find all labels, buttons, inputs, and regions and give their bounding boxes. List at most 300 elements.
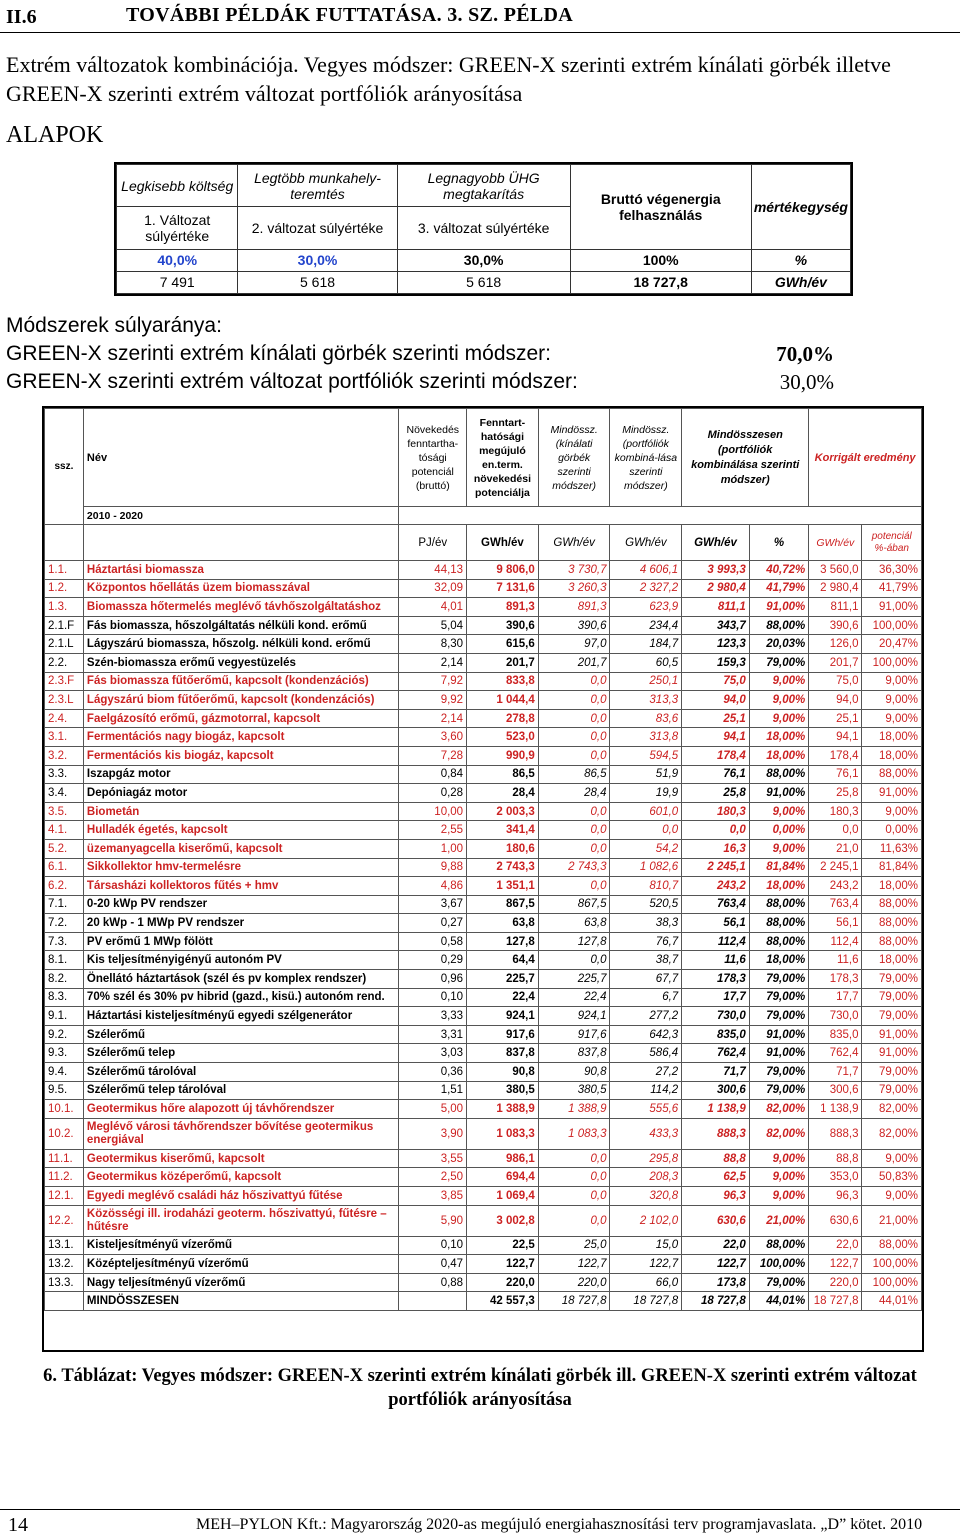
row-korr-pct: 79,00% (862, 970, 922, 989)
row-pct: 79,00% (749, 653, 808, 672)
row-korr-gwh: 300,6 (809, 1081, 862, 1100)
row-name: Közösségi ill. irodaházi geoterm. hőszivattyú, fűtésre – hűtésre (83, 1205, 399, 1236)
base-val-1: 7 491 (117, 271, 238, 293)
row-name: Fermentációs nagy biogáz, kapcsolt (83, 728, 399, 747)
row-korr-pct: 88,00% (862, 1236, 922, 1255)
row-name: Biomassza hőtermelés meglévő távhőszolgáltatáshoz (83, 598, 399, 617)
row-korr-gwh: 178,4 (809, 746, 862, 765)
table-row (45, 858, 922, 877)
row-korr-pct: 79,00% (862, 1063, 922, 1082)
row-kinalati: 0,0 (538, 1187, 610, 1206)
row-gwh: 986,1 (467, 1149, 539, 1168)
row-pct: 91,00% (749, 1025, 808, 1044)
row-name: Középteljesítményű vízerőmű (83, 1255, 399, 1274)
row-pct: 79,00% (749, 988, 808, 1007)
row-pct: 82,00% (749, 1100, 808, 1119)
row-name: Fás biomassza, hőszolgáltatás nélküli kond. erőmű (83, 616, 399, 635)
row-portfolio: 38,7 (610, 951, 682, 970)
col-portfolio: Mindössz. (portfóliók kombiná-lása szerinti módszer) (610, 409, 682, 507)
row-pj: 2,55 (399, 821, 467, 840)
row-korr-pct: 41,79% (862, 579, 922, 598)
row-ssz: 4.1. (45, 821, 84, 840)
row-korr-pct: 9,00% (862, 802, 922, 821)
col-korrigalt: Korrigált eredmény (809, 409, 922, 507)
row-name: Geotermikus középerőmű, kapcsolt (83, 1168, 399, 1187)
row-name: Fermentációs kis biogáz, kapcsolt (83, 746, 399, 765)
row-korr-gwh: 630,6 (809, 1205, 862, 1236)
row-mindossz: 76,1 (682, 765, 750, 784)
weights-title: Módszerek súlyaránya: (6, 314, 222, 337)
row-pct: 9,00% (749, 802, 808, 821)
period-label: 2010 - 2020 (83, 507, 399, 525)
row-korr-gwh: 180,3 (809, 802, 862, 821)
row-pct: 79,00% (749, 970, 808, 989)
table-row (45, 1007, 922, 1026)
row-pj: 3,67 (399, 895, 467, 914)
row-pct: 9,00% (749, 1149, 808, 1168)
total-name: MINDÖSSZESEN (83, 1292, 399, 1311)
row-pj: 1,51 (399, 1081, 467, 1100)
row-pct: 9,00% (749, 839, 808, 858)
base-pct-2: 30,0% (238, 249, 397, 271)
unit-name (83, 525, 399, 561)
row-name: Iszapgáz motor (83, 765, 399, 784)
row-name: üzemanyagcella kiserőmű, kapcsolt (83, 839, 399, 858)
row-name: Kis teljesítményigényű autonóm PV (83, 951, 399, 970)
row-portfolio: 313,3 (610, 691, 682, 710)
col-kinalati: Mindössz. (kínálati görbék szerinti módszer) (538, 409, 610, 507)
row-gwh: 380,5 (467, 1081, 539, 1100)
table-row (45, 802, 922, 821)
table-row (45, 932, 922, 951)
row-pj: 0,96 (399, 970, 467, 989)
row-korr-pct: 9,00% (862, 1149, 922, 1168)
row-name: Szélerőmű tárolóval (83, 1063, 399, 1082)
weights-line1-label: GREEN-X szerinti extrém kínálati görbék szerinti módszer: (6, 342, 552, 365)
row-gwh: 390,6 (467, 616, 539, 635)
table-row (45, 1205, 922, 1236)
table-row (45, 1044, 922, 1063)
footer-rule (0, 1509, 960, 1510)
base-pct-3: 30,0% (397, 249, 570, 271)
weights-title-line (6, 312, 834, 340)
row-mindossz: 835,0 (682, 1025, 750, 1044)
row-ssz: 9.1. (45, 1007, 84, 1026)
row-korr-pct: 100,00% (862, 1255, 922, 1274)
row-pct: 88,00% (749, 895, 808, 914)
row-ssz: 2.2. (45, 653, 84, 672)
row-kinalati: 3 730,7 (538, 561, 610, 580)
row-korr-gwh: 126,0 (809, 635, 862, 654)
row-pj: 3,33 (399, 1007, 467, 1026)
row-mindossz: 112,4 (682, 932, 750, 951)
row-korr-pct: 79,00% (862, 1081, 922, 1100)
row-ssz: 13.1. (45, 1236, 84, 1255)
row-kinalati: 63,8 (538, 914, 610, 933)
row-pct: 88,00% (749, 914, 808, 933)
row-pct: 88,00% (749, 765, 808, 784)
row-name: Sikkollektor hmv-termelésre (83, 858, 399, 877)
row-korr-pct: 0,00% (862, 821, 922, 840)
row-name: Egyedi meglévő családi ház hőszivattyú fűtése (83, 1187, 399, 1206)
row-korr-pct: 11,63% (862, 839, 922, 858)
row-pct: 79,00% (749, 1273, 808, 1292)
total-row (45, 1292, 922, 1311)
row-mindossz: 762,4 (682, 1044, 750, 1063)
row-mindossz: 178,3 (682, 970, 750, 989)
row-korr-gwh: 178,3 (809, 970, 862, 989)
total-mindossz: 18 727,8 (682, 1292, 750, 1311)
row-name: Lágyszárú biom fűtőerőmű, kapcsolt (kondenzációs) (83, 691, 399, 710)
row-pj: 0,84 (399, 765, 467, 784)
row-pct: 82,00% (749, 1118, 808, 1149)
row-gwh: 1 351,1 (467, 877, 539, 896)
row-portfolio: 19,9 (610, 784, 682, 803)
table-row (45, 1255, 922, 1274)
row-mindossz: 25,1 (682, 709, 750, 728)
row-korr-gwh: 75,0 (809, 672, 862, 691)
row-korr-pct: 18,00% (862, 728, 922, 747)
row-ssz: 10.2. (45, 1118, 84, 1149)
row-pj: 3,60 (399, 728, 467, 747)
row-gwh: 1 044,4 (467, 691, 539, 710)
row-korr-gwh: 11,6 (809, 951, 862, 970)
row-pj: 5,04 (399, 616, 467, 635)
row-pj: 2,14 (399, 653, 467, 672)
row-kinalati: 0,0 (538, 691, 610, 710)
row-kinalati: 28,4 (538, 784, 610, 803)
row-ssz: 2.1.F (45, 616, 84, 635)
row-korr-gwh: 76,1 (809, 765, 862, 784)
row-ssz: 11.1. (45, 1149, 84, 1168)
row-ssz: 12.2. (45, 1205, 84, 1236)
row-korr-gwh: 71,7 (809, 1063, 862, 1082)
row-gwh: 122,7 (467, 1255, 539, 1274)
row-pct: 9,00% (749, 691, 808, 710)
row-kinalati: 0,0 (538, 821, 610, 840)
total-kinalati: 18 727,8 (538, 1292, 610, 1311)
row-pct: 91,00% (749, 784, 808, 803)
row-kinalati: 0,0 (538, 1205, 610, 1236)
row-gwh: 1 069,4 (467, 1187, 539, 1206)
row-mindossz: 159,3 (682, 653, 750, 672)
row-ssz: 7.3. (45, 932, 84, 951)
row-pct: 91,00% (749, 598, 808, 617)
row-korr-pct: 9,00% (862, 691, 922, 710)
row-gwh: 615,6 (467, 635, 539, 654)
table-row (45, 1063, 922, 1082)
row-name: Geotermikus kiserőmű, kapcsolt (83, 1149, 399, 1168)
row-korr-gwh: 22,0 (809, 1236, 862, 1255)
row-ssz: 1.2. (45, 579, 84, 598)
row-korr-pct: 100,00% (862, 653, 922, 672)
table-body (45, 561, 922, 1292)
row-kinalati: 0,0 (538, 877, 610, 896)
row-kinalati: 97,0 (538, 635, 610, 654)
row-pct: 0,00% (749, 821, 808, 840)
base-head-jobs: Legtöbb munkahely-teremtés (238, 165, 397, 207)
row-name: 20 kWp - 1 MWp PV rendszer (83, 914, 399, 933)
row-pj: 3,90 (399, 1118, 467, 1149)
row-korr-pct: 91,00% (862, 1044, 922, 1063)
row-portfolio: 295,8 (610, 1149, 682, 1168)
row-pct: 100,00% (749, 1255, 808, 1274)
row-kinalati: 0,0 (538, 1168, 610, 1187)
col-mindossz: Mindösszesen (portfóliók kombinálása szerinti módszer) (682, 409, 809, 507)
row-name: Nagy teljesítményű vízerőmű (83, 1273, 399, 1292)
row-kinalati: 3 260,3 (538, 579, 610, 598)
row-pj: 5,00 (399, 1100, 467, 1119)
row-kinalati: 0,0 (538, 839, 610, 858)
row-name: Kisteljesítményű vízerőmű (83, 1236, 399, 1255)
row-pj: 44,13 (399, 561, 467, 580)
row-korr-gwh: 1 138,9 (809, 1100, 862, 1119)
section-title: TOVÁBBI PÉLDÁK FUTTATÁSA. 3. SZ. PÉLDA (126, 4, 574, 26)
row-mindossz: 94,1 (682, 728, 750, 747)
row-korr-gwh: 25,8 (809, 784, 862, 803)
row-name: Szén-biomassza erőmű vegyestüzelés (83, 653, 399, 672)
row-korr-pct: 9,00% (862, 709, 922, 728)
row-korr-pct: 88,00% (862, 932, 922, 951)
table-row (45, 988, 922, 1007)
row-ssz: 7.2. (45, 914, 84, 933)
unit-kinalati: GWh/év (538, 525, 610, 561)
unit-gwh: GWh/év (467, 525, 539, 561)
table-row (45, 765, 922, 784)
row-portfolio: 433,3 (610, 1118, 682, 1149)
row-korr-pct: 79,00% (862, 988, 922, 1007)
unit-korr-pct: potenciál %-ában (862, 525, 922, 561)
col-novekedes: Növekedés fenntartha-tósági potenciál (bruttó) (399, 409, 467, 507)
row-korr-gwh: 888,3 (809, 1118, 862, 1149)
row-portfolio: 27,2 (610, 1063, 682, 1082)
row-portfolio: 520,5 (610, 895, 682, 914)
table-row (45, 672, 922, 691)
row-pj: 0,47 (399, 1255, 467, 1274)
row-gwh: 1 388,9 (467, 1100, 539, 1119)
row-korr-pct: 18,00% (862, 951, 922, 970)
row-gwh: 523,0 (467, 728, 539, 747)
table-row (45, 653, 922, 672)
row-pj: 0,27 (399, 914, 467, 933)
period-filler (399, 507, 922, 525)
intro-paragraph: Extrém változatok kombinációja. Vegyes módszer: GREEN-X szerinti extrém kínálati görbék illetve GREEN-X szerinti extrém változat portfóliók arányosítása (6, 52, 891, 106)
table-row (45, 1025, 922, 1044)
table-row (45, 1118, 922, 1149)
row-name: Depóniagáz motor (83, 784, 399, 803)
row-mindossz: 730,0 (682, 1007, 750, 1026)
row-name: Hulladék égetés, kapcsolt (83, 821, 399, 840)
table-row (45, 635, 922, 654)
row-pct: 9,00% (749, 1187, 808, 1206)
row-name: Fás biomassza fűtőerőmű, kapcsolt (kondenzációs) (83, 672, 399, 691)
row-gwh: 86,5 (467, 765, 539, 784)
row-gwh: 201,7 (467, 653, 539, 672)
row-pct: 79,00% (749, 1081, 808, 1100)
row-mindossz: 763,4 (682, 895, 750, 914)
row-name: Meglévő városi távhőrendszer bővítése geotermikus energiával (83, 1118, 399, 1149)
col-fenntart: Fenntart-hatósági megújuló en.term. növekedési potenciálja (467, 409, 539, 507)
row-gwh: 891,3 (467, 598, 539, 617)
row-name: Önellátó háztartások (szél és pv komplex rendszer) (83, 970, 399, 989)
row-portfolio: 277,2 (610, 1007, 682, 1026)
row-pj: 0,29 (399, 951, 467, 970)
row-korr-gwh: 730,0 (809, 1007, 862, 1026)
row-kinalati: 90,8 (538, 1063, 610, 1082)
row-kinalati: 127,8 (538, 932, 610, 951)
row-mindossz: 16,3 (682, 839, 750, 858)
page-number: 14 (8, 1514, 28, 1536)
row-kinalati: 390,6 (538, 616, 610, 635)
row-korr-gwh: 2 245,1 (809, 858, 862, 877)
row-pj: 3,03 (399, 1044, 467, 1063)
row-gwh: 867,5 (467, 895, 539, 914)
row-mindossz: 88,8 (682, 1149, 750, 1168)
row-kinalati: 0,0 (538, 1149, 610, 1168)
row-portfolio: 60,5 (610, 653, 682, 672)
row-kinalati: 0,0 (538, 802, 610, 821)
row-ssz: 2.3.F (45, 672, 84, 691)
row-pj: 7,28 (399, 746, 467, 765)
total-portfolio: 18 727,8 (610, 1292, 682, 1311)
row-korr-pct: 91,00% (862, 784, 922, 803)
base-head-v3: 3. változat súlyértéke (397, 207, 570, 249)
row-ssz: 3.1. (45, 728, 84, 747)
row-kinalati: 2 743,3 (538, 858, 610, 877)
row-mindossz: 123,3 (682, 635, 750, 654)
row-kinalati: 891,3 (538, 598, 610, 617)
row-korr-pct: 82,00% (862, 1118, 922, 1149)
row-pj: 3,85 (399, 1187, 467, 1206)
table-row (45, 1168, 922, 1187)
row-name: Lágyszárú biomassza, hőszolg. nélküli kond. erőmű (83, 635, 399, 654)
row-portfolio: 313,8 (610, 728, 682, 747)
base-pct-4: 100% (570, 249, 751, 271)
row-name: 0-20 kWp PV rendszer (83, 895, 399, 914)
row-name: Szélerőmű telep (83, 1044, 399, 1063)
row-ssz: 2.4. (45, 709, 84, 728)
col-ssz: ssz. (45, 409, 84, 525)
row-korr-pct: 20,47% (862, 635, 922, 654)
row-pct: 20,03% (749, 635, 808, 654)
row-ssz: 8.2. (45, 970, 84, 989)
row-ssz: 3.3. (45, 765, 84, 784)
base-head-v1: 1. Változat súlyértéke (117, 207, 238, 249)
row-gwh: 90,8 (467, 1063, 539, 1082)
header-rule (0, 32, 960, 33)
row-kinalati: 867,5 (538, 895, 610, 914)
table-row (45, 1081, 922, 1100)
row-ssz: 1.3. (45, 598, 84, 617)
row-kinalati: 86,5 (538, 765, 610, 784)
row-ssz: 9.4. (45, 1063, 84, 1082)
row-kinalati: 917,6 (538, 1025, 610, 1044)
row-portfolio: 122,7 (610, 1255, 682, 1274)
base-val-unit: GWh/év (751, 271, 850, 293)
row-mindossz: 300,6 (682, 1081, 750, 1100)
row-ssz: 11.2. (45, 1168, 84, 1187)
row-portfolio: 76,7 (610, 932, 682, 951)
row-korr-gwh: 201,7 (809, 653, 862, 672)
row-pj: 0,10 (399, 1236, 467, 1255)
row-korr-pct: 18,00% (862, 877, 922, 896)
row-korr-pct: 81,84% (862, 858, 922, 877)
row-portfolio: 555,6 (610, 1100, 682, 1119)
row-pj: 8,30 (399, 635, 467, 654)
row-ssz: 2.3.L (45, 691, 84, 710)
row-pj: 10,00 (399, 802, 467, 821)
row-kinalati: 0,0 (538, 709, 610, 728)
row-name: PV erőmű 1 MWp fölött (83, 932, 399, 951)
row-korr-gwh: 2 980,4 (809, 579, 862, 598)
row-portfolio: 586,4 (610, 1044, 682, 1063)
row-ssz: 9.3. (45, 1044, 84, 1063)
row-pj: 0,58 (399, 932, 467, 951)
row-ssz: 12.1. (45, 1187, 84, 1206)
base-head-gross: Bruttó végenergia felhasználás (570, 165, 751, 250)
row-portfolio: 810,7 (610, 877, 682, 896)
row-portfolio: 594,5 (610, 746, 682, 765)
row-mindossz: 17,7 (682, 988, 750, 1007)
row-pj: 9,88 (399, 858, 467, 877)
weights-line1-value: 70,0% (776, 342, 834, 366)
method-weights (6, 312, 956, 396)
row-kinalati: 225,7 (538, 970, 610, 989)
row-portfolio: 4 606,1 (610, 561, 682, 580)
base-head-ghg: Legnagyobb ÜHG megtakarítás (397, 165, 570, 207)
row-korr-gwh: 811,1 (809, 598, 862, 617)
row-ssz: 9.5. (45, 1081, 84, 1100)
row-mindossz: 178,4 (682, 746, 750, 765)
row-korr-pct: 50,83% (862, 1168, 922, 1187)
row-korr-pct: 100,00% (862, 1273, 922, 1292)
row-pj: 2,14 (399, 709, 467, 728)
row-korr-pct: 9,00% (862, 672, 922, 691)
row-korr-gwh: 21,0 (809, 839, 862, 858)
row-ssz: 3.5. (45, 802, 84, 821)
row-mindossz: 888,3 (682, 1118, 750, 1149)
row-portfolio: 54,2 (610, 839, 682, 858)
row-ssz: 8.1. (45, 951, 84, 970)
row-pj: 4,01 (399, 598, 467, 617)
row-portfolio: 38,3 (610, 914, 682, 933)
row-portfolio: 642,3 (610, 1025, 682, 1044)
row-gwh: 225,7 (467, 970, 539, 989)
row-mindossz: 2 245,1 (682, 858, 750, 877)
row-pct: 21,00% (749, 1205, 808, 1236)
row-mindossz: 25,8 (682, 784, 750, 803)
table-row (45, 821, 922, 840)
total-ssz (45, 1292, 84, 1311)
row-mindossz: 75,0 (682, 672, 750, 691)
row-name: Szélerőmű telep tárolóval (83, 1081, 399, 1100)
weights-line2-value: 30,0% (779, 370, 834, 394)
row-korr-gwh: 96,3 (809, 1187, 862, 1206)
table-caption: 6. Táblázat: Vegyes módszer: GREEN-X szerinti extrém kínálati görbék ill. GREEN-X szerinti extrém változat portfóliók arányosítása (43, 1366, 917, 1410)
row-korr-pct: 36,30% (862, 561, 922, 580)
row-kinalati: 22,4 (538, 988, 610, 1007)
row-gwh: 9 806,0 (467, 561, 539, 580)
row-korr-gwh: 835,0 (809, 1025, 862, 1044)
row-korr-pct: 88,00% (862, 914, 922, 933)
row-name: Háztartási kisteljesítményű egyedi szélgenerátor (83, 1007, 399, 1026)
row-pct: 79,00% (749, 1063, 808, 1082)
row-kinalati: 0,0 (538, 746, 610, 765)
row-korr-pct: 82,00% (862, 1100, 922, 1119)
table-row (45, 970, 922, 989)
row-ssz: 6.2. (45, 877, 84, 896)
unit-korr-gwh: GWh/év (809, 525, 862, 561)
